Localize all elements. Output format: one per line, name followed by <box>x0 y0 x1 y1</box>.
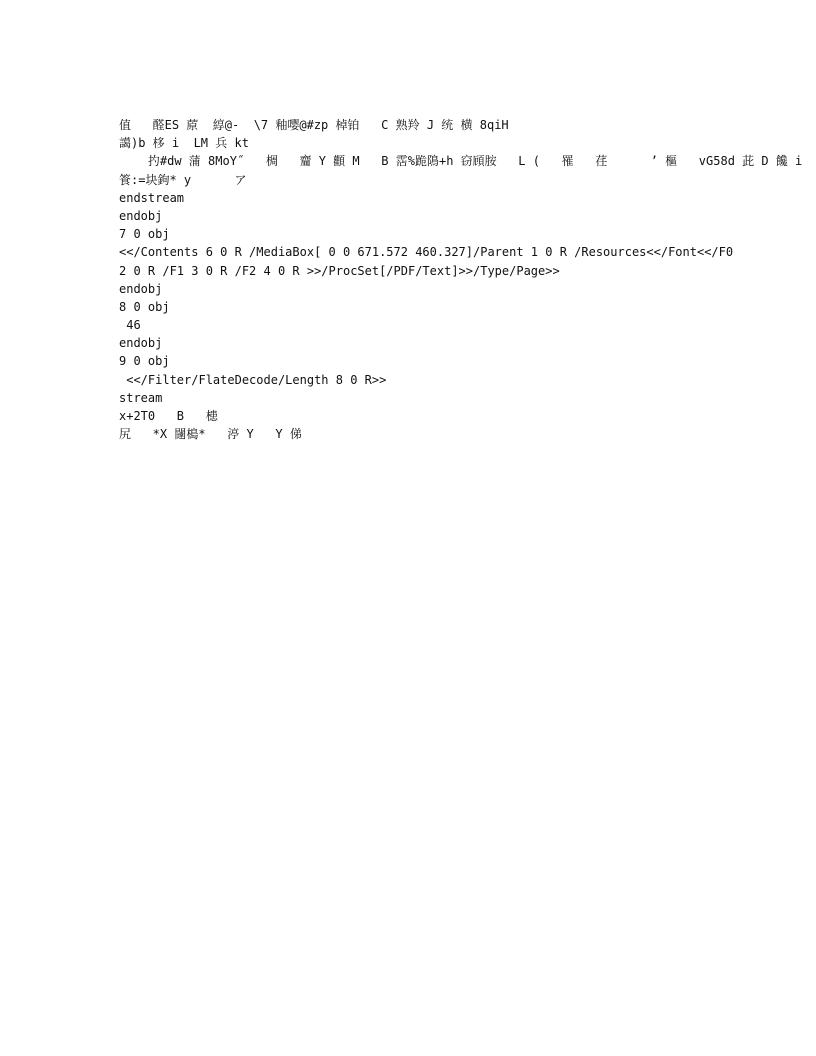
text-line: 2 0 R /F1 3 0 R /F2 4 0 R >>/ProcSet[/PDF/Text]>>/Type/Page>> <box>119 263 560 278</box>
text-line: 8 0 obj <box>119 299 170 314</box>
text-line: 值 醛ES 蒝 綧@- \7 釉嘤@#zp 棹铂 C 熟羚 J 统 横 8qiH <box>119 118 509 132</box>
text-line: stream <box>119 390 163 405</box>
text-line: endobj <box>119 208 163 223</box>
text-line: 尻 *X 闥槝* 渟 Y Y 俤 <box>119 427 302 442</box>
text-line: 篒:=块鉤* y ア <box>119 172 247 187</box>
text-line: 扚#dw 蒲 8MoY˝ 椆 齏 Y 顴 M B 霑%跪隝+h 窃頋胺 L ( 罹 荏 ’ 樞 vG58d 茈 D 饞 i <box>119 154 803 169</box>
text-line: endobj <box>119 281 163 296</box>
text-line: <</Contents 6 0 R /MediaBox[ 0 0 671.572 460.327]/Parent 1 0 R /Resources<</Font<</F0 <box>119 245 734 260</box>
text-line: 46 <box>119 318 141 333</box>
text-line: endstream <box>119 190 185 205</box>
text-line: endobj <box>119 336 163 351</box>
raw-pdf-text <box>119 116 803 443</box>
text-line: 7 0 obj <box>119 227 170 242</box>
text-line: x+2T0 B 槵 <box>119 409 218 423</box>
text-line: 譪)b 栘 i LM 兵 kt <box>119 136 249 151</box>
text-line: <</Filter/FlateDecode/Length 8 0 R>> <box>119 372 387 387</box>
text-line: 9 0 obj <box>119 354 170 369</box>
